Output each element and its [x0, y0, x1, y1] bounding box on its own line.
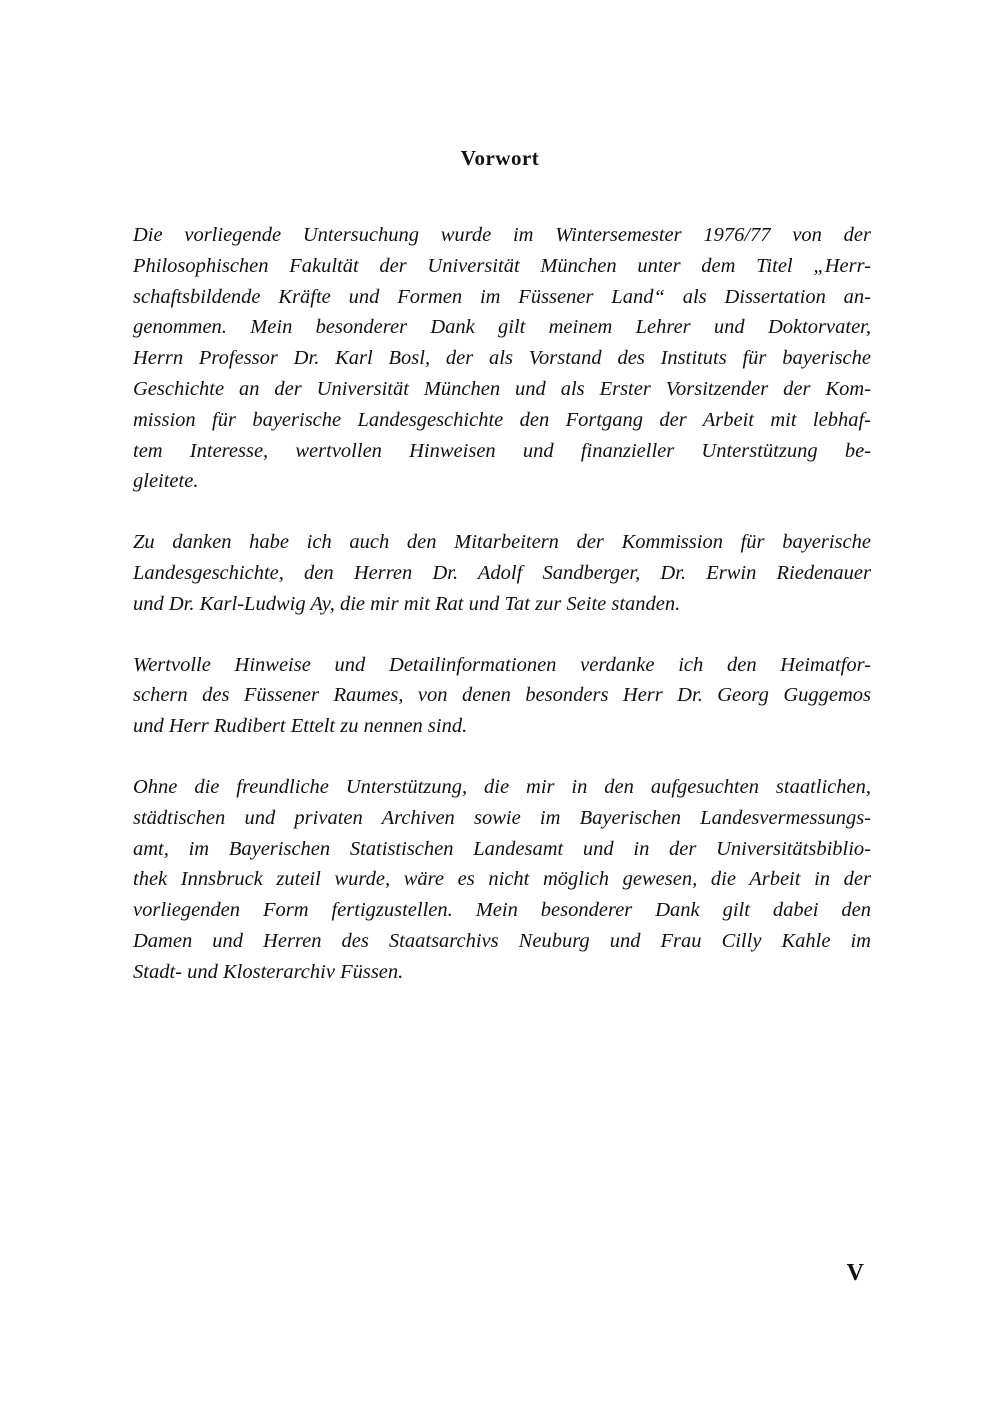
text-line: gleitete. [133, 470, 199, 493]
paragraph-2 [133, 527, 871, 619]
text-line: Ohne die freundliche Unterstützung, die mir in den aufgesuchten staatlichen, [133, 775, 871, 798]
text-line: tem Interesse, wertvollen Hinweisen und finanzieller Unterstützung be- [133, 439, 871, 462]
text-line: schaftsbildende Kräfte und Formen im Füssener Land“ als Dissertation an- [133, 285, 871, 308]
page-title: Vorwort [460, 146, 540, 170]
page-number: V [846, 1260, 864, 1286]
text-line: Herrn Professor Dr. Karl Bosl, der als Vorstand des Instituts für bayerische [133, 347, 871, 370]
text-line: Zu danken habe ich auch den Mitarbeitern der Kommission für bayerische [133, 531, 871, 554]
text-line: Philosophischen Fakultät der Universität München unter dem Titel „Herr- [133, 254, 871, 277]
text-line: Landesgeschichte, den Herren Dr. Adolf Sandberger, Dr. Erwin Riedenauer [133, 561, 871, 584]
text-line: mission für bayerische Landesgeschichte den Fortgang der Arbeit mit lebhaf- [133, 408, 871, 431]
text-line: thek Innsbruck zuteil wurde, wäre es nicht möglich gewesen, die Arbeit in der [133, 868, 871, 891]
text-line: genommen. Mein besonderer Dank gilt meinem Lehrer und Doktorvater, [133, 316, 871, 339]
text-line: vorliegenden Form fertigzustellen. Mein besonderer Dank gilt dabei den [133, 899, 871, 922]
text-line: Wertvolle Hinweise und Detailinformationen verdanke ich den Heimatfor- [133, 653, 871, 676]
text-line: Stadt- und Klosterarchiv Füssen. [133, 960, 404, 983]
foreword-body [133, 220, 871, 1018]
text-line: städtischen und privaten Archiven sowie im Bayerischen Landesvermessungs- [133, 806, 871, 829]
paragraph-3 [133, 650, 871, 742]
text-line: und Herr Rudibert Ettelt zu nennen sind. [133, 715, 468, 738]
text-line: Damen und Herren des Staatsarchivs Neuburg und Frau Cilly Kahle im [133, 929, 871, 952]
paragraph-1 [133, 220, 871, 497]
text-line: schern des Füssener Raumes, von denen besonders Herr Dr. Georg Guggemos [133, 684, 871, 707]
text-line: amt, im Bayerischen Statistischen Landesamt und in der Universitätsbiblio- [133, 837, 871, 860]
paragraph-4 [133, 772, 871, 988]
text-line: und Dr. Karl-Ludwig Ay, die mir mit Rat und Tat zur Seite standen. [133, 592, 681, 615]
text-line: Die vorliegende Untersuchung wurde im Wintersemester 1976/77 von der [133, 224, 871, 246]
text-line: Geschichte an der Universität München und als Erster Vorsitzender der Kom- [133, 377, 871, 400]
